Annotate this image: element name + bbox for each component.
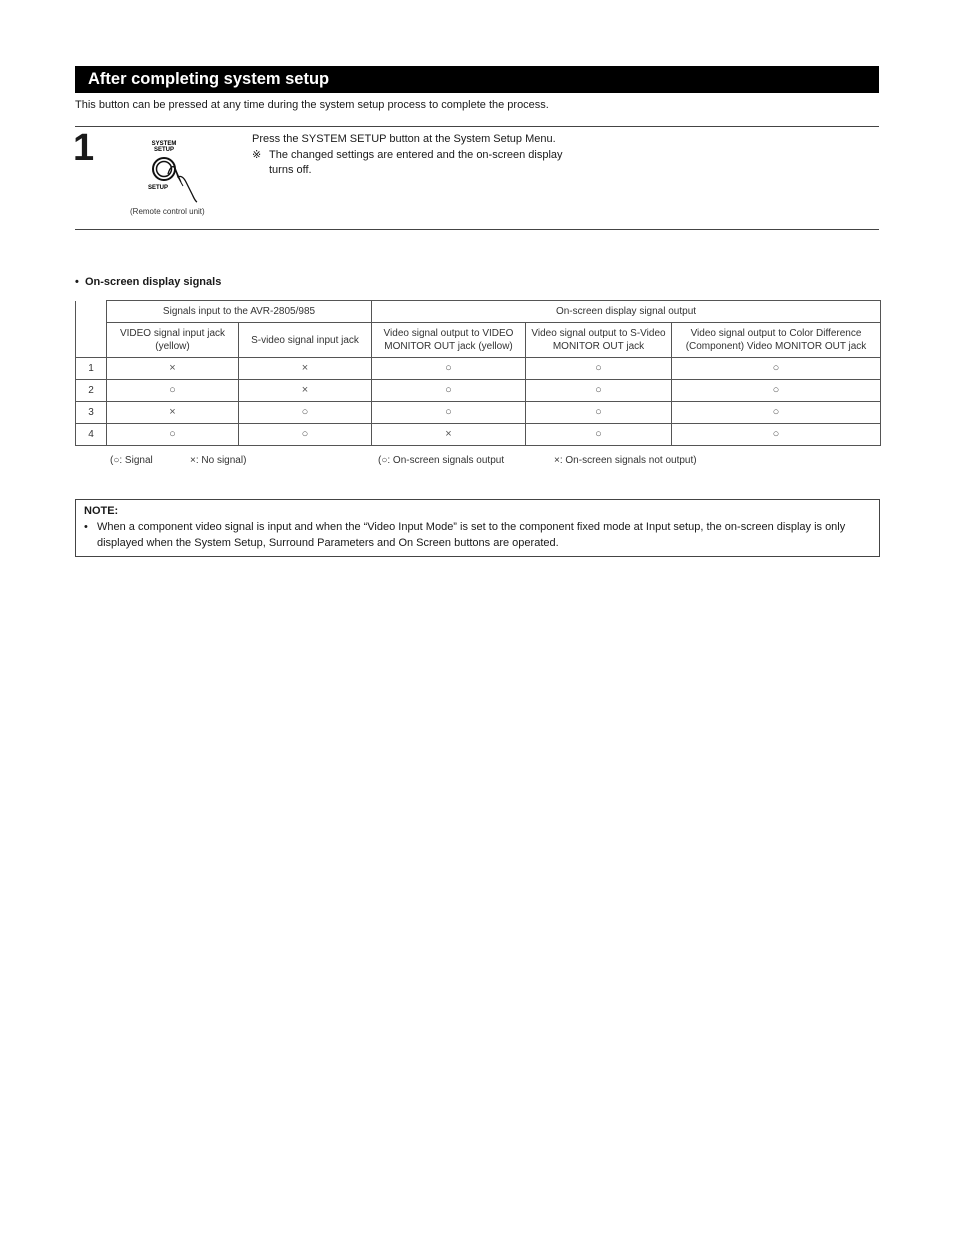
button-inner-ring xyxy=(157,162,172,177)
row-number-header xyxy=(76,301,107,358)
system-setup-button-illustration xyxy=(137,136,217,206)
column-header: Video signal output to Color Difference (Component) Video MONITOR OUT jack xyxy=(672,323,881,358)
step-note-line1: The changed settings are entered and the on-screen display xyxy=(269,148,563,161)
bullet-icon: • xyxy=(84,521,88,533)
signals-table xyxy=(75,300,881,446)
input-group-header: Signals input to the AVR-2805/985 xyxy=(107,301,372,323)
signal-cell: ○ xyxy=(107,380,239,402)
note-box xyxy=(75,499,880,557)
legend-input-signal: (○: Signal xyxy=(110,455,153,466)
button-top-label-line2: SETUP xyxy=(153,147,175,153)
signal-cell: × xyxy=(107,358,239,380)
signal-cell: × xyxy=(239,358,372,380)
button-top-label-line1: SYSTEM xyxy=(151,141,177,147)
note-mark-icon: ※ xyxy=(252,148,262,161)
section-title: After completing system setup xyxy=(75,66,879,93)
column-header: Video signal output to S-Video MONITOR OUT jack xyxy=(526,323,672,358)
signal-cell: ○ xyxy=(526,358,672,380)
legend-output-no-signal: ×: On-screen signals not output) xyxy=(554,455,697,466)
table-row xyxy=(76,402,881,424)
signal-cell: ○ xyxy=(372,380,526,402)
note-text: When a component video signal is input and when the “Video Input Mode” is set to the component fixed mode at Input setup, the on-screen display is only displayed when the System Setup, Surround Parameters and On Screen buttons are operated. xyxy=(97,521,846,549)
button-bottom-label: SETUP xyxy=(147,185,169,191)
table-row xyxy=(76,424,881,446)
table-row xyxy=(76,380,881,402)
signals-heading-text: On-screen display signals xyxy=(84,276,222,288)
step-text: Press the SYSTEM SETUP button at the System Setup Menu. xyxy=(252,133,556,145)
signal-cell: ○ xyxy=(672,380,881,402)
column-header: Video signal output to VIDEO MONITOR OUT jack (yellow) xyxy=(372,323,526,358)
legend-input-no-signal: ×: No signal) xyxy=(190,455,247,466)
signal-cell: ○ xyxy=(107,424,239,446)
signal-cell: ○ xyxy=(372,402,526,424)
step-note-line2: turns off. xyxy=(269,164,312,176)
signal-cell: × xyxy=(372,424,526,446)
bullet-icon: • xyxy=(75,276,79,288)
remote-caption: (Remote control unit) xyxy=(130,207,205,216)
signal-cell: ○ xyxy=(672,358,881,380)
note-title: NOTE: xyxy=(84,505,119,517)
signal-cell: ○ xyxy=(526,380,672,402)
signal-cell: ○ xyxy=(672,424,881,446)
signal-cell: × xyxy=(107,402,239,424)
step-instructions xyxy=(252,132,622,179)
signal-cell: × xyxy=(239,380,372,402)
signal-cell: ○ xyxy=(526,402,672,424)
legend-output-signal: (○: On-screen signals output xyxy=(378,455,505,466)
row-number: 3 xyxy=(76,402,107,424)
row-number: 1 xyxy=(76,358,107,380)
signal-cell: ○ xyxy=(526,424,672,446)
table-row xyxy=(76,358,881,380)
step-number: 1 xyxy=(73,127,95,169)
column-header: S-video signal input jack xyxy=(239,323,372,358)
signals-heading xyxy=(75,276,221,288)
row-number: 4 xyxy=(76,424,107,446)
row-number: 2 xyxy=(76,380,107,402)
signal-cell: ○ xyxy=(372,358,526,380)
section-intro: This button can be pressed at any time during the system setup process to complete the process. xyxy=(75,99,549,111)
signal-cell: ○ xyxy=(239,424,372,446)
top-divider xyxy=(75,126,879,127)
signal-cell: ○ xyxy=(239,402,372,424)
output-group-header: On-screen display signal output xyxy=(372,301,881,323)
bottom-divider xyxy=(75,229,879,230)
column-header: VIDEO signal input jack (yellow) xyxy=(107,323,239,358)
signal-cell: ○ xyxy=(672,402,881,424)
note-item xyxy=(84,520,871,551)
